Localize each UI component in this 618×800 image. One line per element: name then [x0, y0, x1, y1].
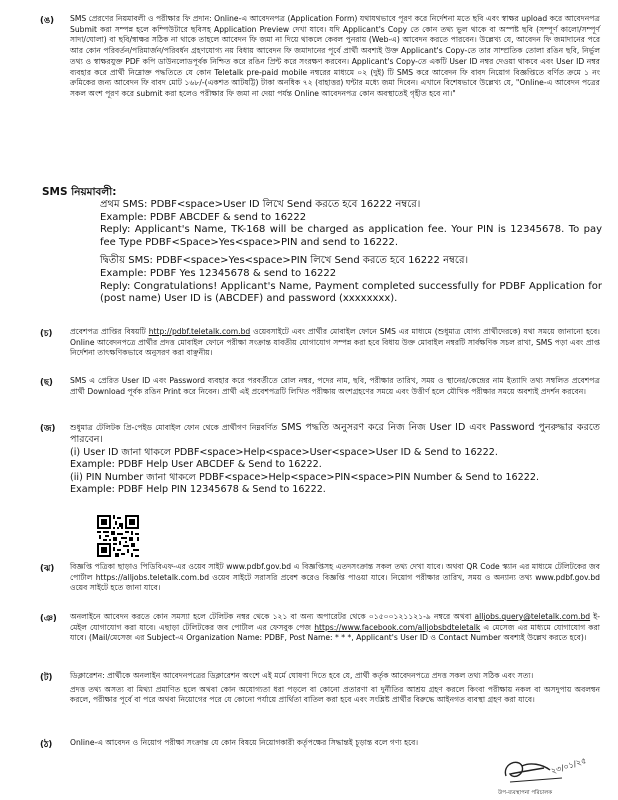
recovery-line-4: Example: PDBF Help PIN 12345678 & Send to 16222.: [70, 484, 326, 496]
section-marker: (চ): [40, 329, 53, 339]
first-sms-instruction: প্রথম SMS: PDBF<space>User ID লিখে Send করতে হবে 16222 নম্বরে।: [100, 199, 421, 210]
help-text-1: অনলাইনে আবেদন করতে কোন সমস্যা হলে টেলিটক নম্বর থেকে ১২১ বা অন্য অপারেটর থেকে ০১৫০০১২১১২১-৯ নম্বরে অথবা: [70, 612, 472, 621]
declaration-text: ডিক্লারেশন: প্রার্থীকে অনলাইন আবেদনপত্রের ডিক্লারেশন অংশে এই মর্মে ঘোষণা দিতে হবে যে, প্রার্থী কর্তৃক আবেদনপত্রে প্রদত্ত সকল তথ্য সঠিক এবং সত্য।: [70, 671, 534, 680]
section-marker: (ট): [40, 673, 53, 683]
sms-rules-block: [42, 199, 602, 306]
help-text-3: এ মেসেজ এর মাধ্যমে যোগাযোগ করা যাবে। (Mail/মেসেজ এর Subject-এ Organization Name: PDBF, Post Name: * * *, Applicant's User ID ও Contact Number অবশ্যই উল্লেখ করতে হবে)।: [70, 622, 600, 643]
section-marker: (ঙ): [40, 16, 55, 26]
teletalk-portal-link[interactable]: http://pdbf.teletalk.com.bd: [148, 327, 251, 336]
sms-rules-heading: SMS নিয়মাবলী:: [42, 186, 117, 198]
recovery-line-3: (ii) PIN Number জানা থাকলে PDBF<space>Help<space>PIN<space>PIN Number & Send to 16222.: [70, 471, 539, 483]
section-admit-card: [40, 327, 600, 359]
section-user-id: [40, 376, 600, 397]
section-website: [40, 562, 600, 594]
section-help: [40, 612, 600, 644]
first-sms-example: Example: PDBF ABCDEF & send to 16222: [100, 211, 307, 223]
support-email-link[interactable]: alljobs.query@teletalk.com.bd: [474, 612, 591, 621]
admit-text-before: প্রবেশপত্র প্রাপ্তির বিষয়টি: [70, 327, 146, 336]
admit-text-after: ওয়েবসাইটে এবং প্রার্থীর মোবাইল ফোনে SMS এর মাধ্যমে (শুধুমাত্র যোগ্য প্রার্থীদেরকে) যথা সময়ে জানানো হবে। Online আবেদনপত্রে প্রার্থীর প্রদত্ত মোবাইল ফোনে পরীক্ষা সংক্রান্ত যাবতীয় যোগাযোগ সম্পন্ন করা হবে বিধায় উক্ত মোবাইল নম্বরটি সার্বক্ষণিক সচল রাখা, SMS পড়া এবং প্রাপ্ত নির্দেশনা তাৎক্ষণিকভাবে অনুসরণ করা বাঞ্ছনীয়।: [70, 327, 600, 358]
recovery-line-1: (i) User ID জানা থাকলে PDBF<space>Help<space>User<space>User ID & Send to 16222.: [70, 446, 498, 458]
section-final: [40, 738, 600, 749]
second-sms-example: Example: PDBF Yes 12345678 & send to 16222: [100, 267, 337, 279]
section-text: SMS প্রেরণের নিয়মাবলী ও পরীক্ষার ফি প্রদান: Online-এ আবেদনপত্র (Application Form) যথাযথভাবে পূরণ করে নির্দেশনা মতে ছবি এবং স্বাক্ষর upload করে আবেদনপত্র Submit করা সম্পন্ন হলে কম্পিউটারে ছবিসহ Application Preview দেখা যাবে। যদি Applicant's Copy তে কোন তথ্য ভুল থাকে বা অস্পষ্ট ছবি (সম্পূর্ণ কালো/সম্পূর্ণ সাদা/ঘোলা) বা ছবি/স্বাক্ষর সঠিক না থাকে তাহলে আবেদন ফি জমা না দিয়ে থাকলে কেবল পুনরায় (Web-এ) আবেদন করতে পারবেন। উল্লেখ্য যে, আবেদন ফি জমাদানের পরে আর কোন পরিবর্তন/পরিমার্জন/পরিবর্ধন গ্রহণযোগ্য নয় বিধায় আবেদন ফি জমাদানের পূর্বে প্রার্থী অবশ্যই উক্ত Applicant's Copy-তে তার সাম্প্রতিক তোলা রঙিন ছবি, নির্ভুল তথ্য ও স্বাক্ষরযুক্ত PDF কপি ডাউনলোডপূর্বক নিশ্চিত করে রঙিন প্রিন্ট করে সংরক্ষণ করবেন। Applicant's Copy-তে একটি User ID নম্বর দেওয়া থাকবে এবং User ID নম্বর ব্যবহার করে প্রার্থী নিম্নোক্ত পদ্ধতিতে যে কোন Teletalk pre-paid mobile নম্বরের মাধ্যমে ০২ (দুই) টি SMS করে আবেদন ফি বাবদ নিয়োগ বিজ্ঞপ্তিতে বর্ণিত ক্রমে ১ নং ক্রমিকের জন্য আবেদন ফি বাবদ মোট ১৬৮/-(একশত আটষট্টি) টাকা অনধিক ৭২ (বাহাত্তর) ঘন্টার মধ্যে জমা দিবেন। এখানে বিশেষভাবে উল্লেখ্য যে, "Online-এ আবেদন পত্রের সকল অংশ পূরণ করে submit করা হলেও পরীক্ষার ফি জমা না দেয়া পর্যন্ত Online আবেদনপত্র কোন অবস্থাতেই গৃহীত হবে না।": [70, 14, 600, 98]
section-sms-application: [40, 14, 600, 100]
signature-date: ২৩/০১/২৫: [549, 756, 588, 776]
section-marker: (ঞ): [40, 614, 57, 624]
section-declaration: [40, 671, 600, 706]
section-recovery: [40, 422, 600, 496]
recovery-line-2: Example: PDBF Help User ABCDEF & Send to 16222.: [70, 459, 322, 471]
signature: [492, 750, 592, 798]
section-text: SMS এ প্রেরিত User ID এবং Password ব্যবহার করে পরবর্তীতে রোল নম্বর, পদের নাম, ছবি, পরীক্ষার তারিখ, সময় ও স্থানের/কেন্দ্রের নাম ইত্যাদি তথ্য সম্বলিত প্রবেশপত্র প্রার্থী Download পূর্বক রঙিন Print করে নিবেন। প্রার্থী এই প্রবেশপত্রটি লিখিত পরীক্ষায় অংশগ্রহণের সময়ে এবং উত্তীর্ণ হলে মৌখিক পরীক্ষার সময়ে অবশ্যই প্রদর্শন করবেন।: [70, 376, 600, 396]
help-text-2: ই-মেইল যোগাযোগ করা যাবে। এছাড়া টেলিটকের জব পোর্টাল এর ফেসবুক পেজ: [70, 612, 600, 632]
section-text: বিজ্ঞপ্তি পত্রিকা ছাড়াও পিডিবিএফ-এর ওয়েব সাইট www.pdbf.gov.bd এ বিজ্ঞপ্তিসহ এতদসংক্রান্ত সকল তথ্য দেখা যাবে। অথবা QR Code স্ক্যান এর মাধ্যমে টেলিটকের জব পোর্টাল https://alljobs.teletalk.com.bd ওয়েব সাইটে সরাসরি প্রবেশ করেও বিজ্ঞপ্তি পাওয়া যাবে। নিয়োগ পরীক্ষার তারিখ, সময় ও অন্যান্য তথ্য www.pdbf.gov.bd ওয়েব সাইটে হতে জানা যাবে।: [70, 562, 600, 593]
section-text: Online-এ আবেদন ও নিয়োগ পরীক্ষা সংক্রান্ত যে কোন বিষয়ে নিয়োগকারী কর্তৃপক্ষের সিদ্ধান্তই চূড়ান্ত বলে গণ্য হবে।: [70, 738, 419, 747]
section-marker: (ছ): [40, 378, 53, 388]
declaration-text-2: প্রদত্ত তথ্য অসত্য বা মিথ্যা প্রমাণিত হলে অথবা কোন অযোগ্যতা ধরা পড়লে বা কোনো প্রতারণা বা দুর্নীতির আশ্রয় গ্রহণ করলে কিংবা পরীক্ষায় নকল বা অসদুপায় অবলম্বন করলে, পরীক্ষার পূর্বে বা পরে অথবা নিয়োগের পরে যে কোনো পর্যায়ে প্রার্থিতা বাতিল করা হবে এবং সংশ্লিষ্ট প্রার্থীর বিরুদ্ধে আইনগত ব্যবস্থা গ্রহণ করা যাবে।: [70, 684, 600, 705]
qr-code-icon[interactable]: [97, 515, 139, 557]
facebook-page-link[interactable]: https://www.facebook.com/alljobsbdteletalk: [314, 622, 481, 632]
section-marker: (জ): [40, 424, 56, 434]
section-marker: (ঠ): [40, 740, 53, 750]
section-marker: (ঝ): [40, 564, 55, 574]
recovery-intro-sms: SMS পদ্ধতি অনুসরণ করে নিজ নিজ User ID এবং Password পুনরুদ্ধার করতে পারবেন।: [70, 422, 600, 446]
recovery-intro-bn: শুধুমাত্র টেলিটক প্রি-পেইড মোবাইল ফোন থেকে প্রার্থীগণ নিম্নবর্ণিত: [70, 423, 278, 432]
second-sms-reply: Reply: Congratulations! Applicant's Name, Payment completed successfully for PDBF Application for (post name) User ID is (ABCDEF) and password (xxxxxxxx).: [100, 280, 602, 305]
signature-caption: উপ-ব্যবস্থাপনা পরিচালক: [498, 790, 553, 796]
first-sms-reply: Reply: Applicant's Name, TK-168 will be charged as application fee. Your PIN is 12345678. To pay fee Type PDBF<Space>Yes<space>PIN and send to 16222.: [100, 224, 602, 248]
second-sms-instruction: দ্বিতীয় SMS: PDBF<space>Yes<space>PIN লিখে Send করতে হবে 16222 নম্বরে।: [100, 255, 469, 267]
